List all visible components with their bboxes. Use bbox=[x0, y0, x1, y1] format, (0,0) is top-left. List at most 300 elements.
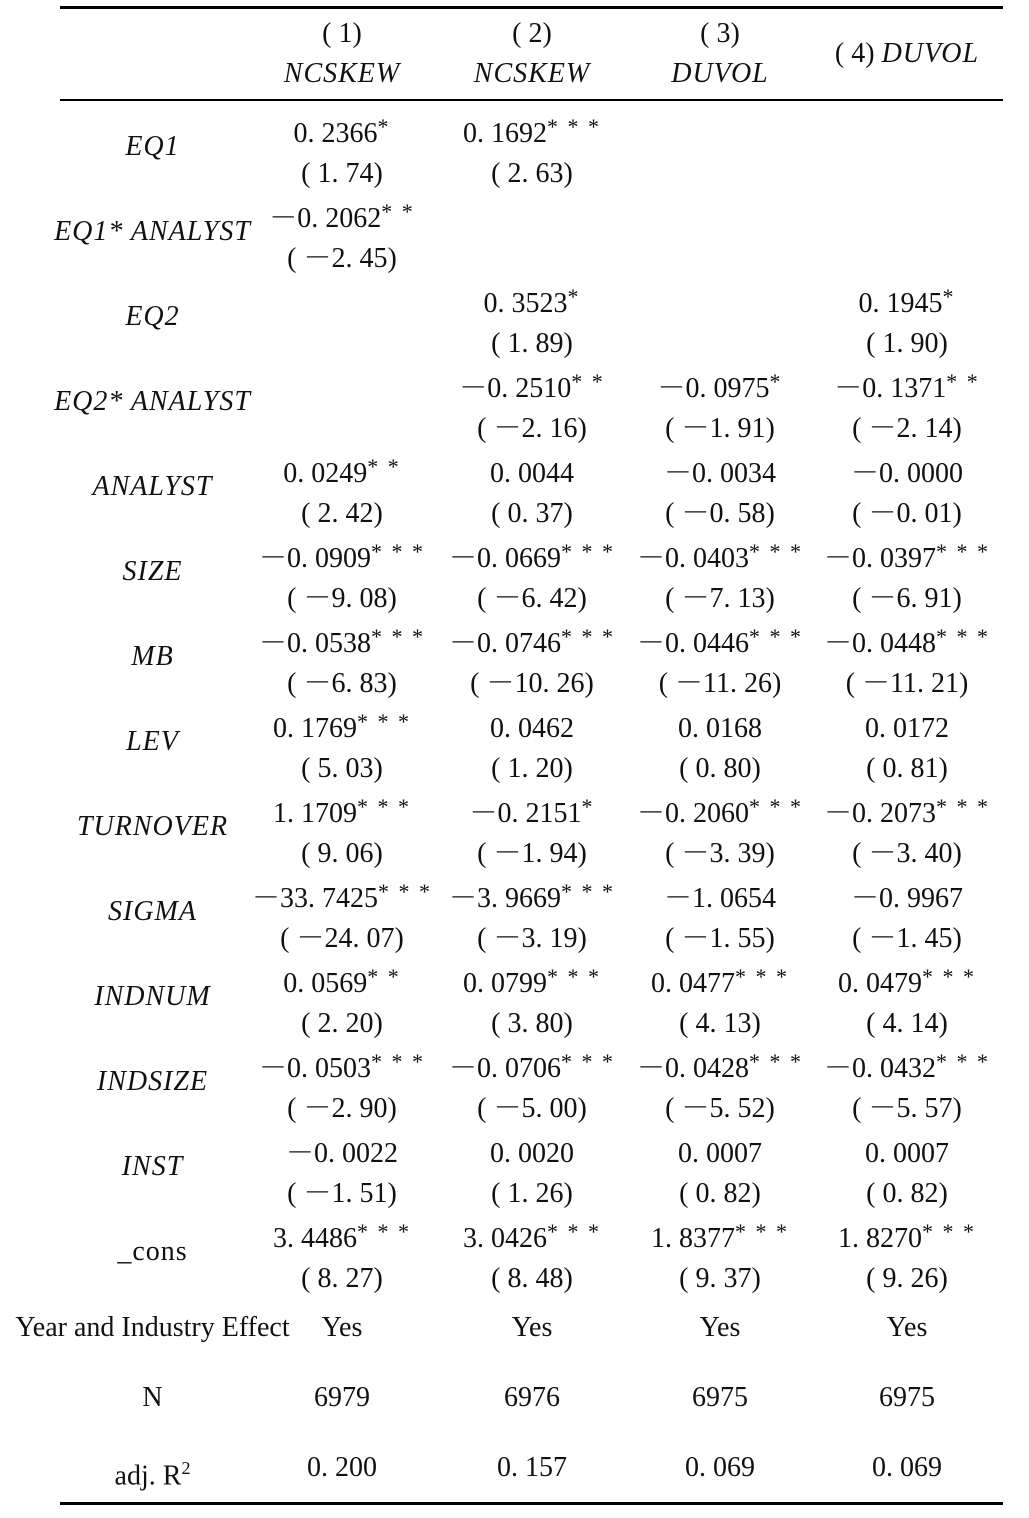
significance-stars: * bbox=[567, 284, 581, 309]
coefficient-value: －33. 7425 bbox=[251, 883, 378, 914]
coefficient-value: 3. 4486 bbox=[273, 1223, 357, 1254]
coefficient bbox=[437, 617, 627, 664]
coefficient-value: 0. 1945 bbox=[858, 288, 943, 319]
coefficient-value: －0. 0538 bbox=[258, 628, 371, 659]
t-statistic: ( 1. 90) bbox=[866, 328, 948, 359]
coefficient-value: 0. 0249 bbox=[283, 458, 368, 489]
t-statistic: ( 2. 63) bbox=[491, 158, 573, 189]
significance-stars: * * * bbox=[371, 624, 425, 649]
coefficient bbox=[247, 362, 437, 402]
coefficient bbox=[437, 362, 627, 409]
coefficient-value: 0. 0172 bbox=[865, 713, 949, 744]
table-cell bbox=[247, 957, 437, 1044]
column-header-3 bbox=[625, 14, 815, 94]
coefficient bbox=[437, 957, 627, 1004]
coefficient-value: 3. 0426 bbox=[463, 1223, 547, 1254]
table-cell: 0. 200 bbox=[307, 1452, 377, 1483]
table-row bbox=[0, 614, 1029, 699]
coefficient bbox=[625, 1212, 815, 1259]
coefficient bbox=[247, 787, 437, 834]
significance-stars: * bbox=[942, 284, 956, 309]
coefficient bbox=[247, 702, 437, 749]
table-cell bbox=[625, 1042, 815, 1129]
row-label: EQ1* ANALYST bbox=[54, 216, 251, 247]
column-header-2 bbox=[437, 14, 627, 94]
table-cell bbox=[812, 617, 1002, 704]
coefficient bbox=[437, 872, 627, 919]
significance-stars: * * * bbox=[936, 624, 990, 649]
table-cell bbox=[812, 1127, 1002, 1214]
t-statistic: ( －24. 07) bbox=[280, 923, 404, 954]
table-cell bbox=[437, 107, 627, 194]
coefficient bbox=[247, 617, 437, 664]
coefficient-value: －0. 0000 bbox=[850, 458, 963, 489]
t-statistic: ( －2. 90) bbox=[287, 1093, 397, 1124]
table-cell bbox=[812, 447, 1002, 534]
coefficient bbox=[437, 1042, 627, 1089]
t-statistic: ( 2. 20) bbox=[301, 1008, 383, 1039]
coefficient bbox=[625, 362, 815, 409]
t-statistic: ( －5. 00) bbox=[477, 1093, 587, 1124]
t-statistic: ( 9. 37) bbox=[679, 1263, 761, 1294]
coefficient-value: －0. 2151 bbox=[469, 798, 582, 829]
significance-stars: * * bbox=[367, 964, 401, 989]
t-statistic: ( －6. 91) bbox=[852, 583, 962, 614]
t-statistic: ( －5. 57) bbox=[852, 1093, 962, 1124]
table-cell bbox=[247, 362, 437, 442]
table-cell bbox=[247, 532, 437, 619]
table-cell bbox=[812, 872, 1002, 959]
table-cell bbox=[625, 787, 815, 874]
t-statistic: ( －1. 55) bbox=[665, 923, 775, 954]
coefficient bbox=[625, 107, 815, 147]
coefficient-value: －1. 0654 bbox=[663, 883, 776, 914]
table-cell: 0. 069 bbox=[685, 1452, 755, 1483]
coefficient bbox=[247, 957, 437, 1004]
t-statistic: ( 0. 82) bbox=[679, 1178, 761, 1209]
t-statistic bbox=[625, 317, 815, 357]
row-label: SIZE bbox=[122, 556, 183, 587]
coefficient-value: －0. 2510 bbox=[459, 373, 572, 404]
table-cell bbox=[247, 1127, 437, 1214]
significance-stars: * * bbox=[946, 369, 980, 394]
coefficient bbox=[437, 447, 627, 494]
table-cell bbox=[437, 617, 627, 704]
t-statistic: ( －5. 52) bbox=[665, 1093, 775, 1124]
table-cell: Yes bbox=[511, 1312, 553, 1343]
t-statistic bbox=[625, 232, 815, 272]
table-row bbox=[0, 1039, 1029, 1124]
coefficient-value: 0. 0569 bbox=[283, 968, 368, 999]
table-cell bbox=[812, 1042, 1002, 1129]
table-cell bbox=[247, 702, 437, 789]
coefficient bbox=[812, 107, 1002, 147]
significance-stars: * bbox=[769, 369, 783, 394]
table-cell bbox=[812, 277, 1002, 364]
table-cell bbox=[247, 1042, 437, 1129]
t-statistic: ( －3. 40) bbox=[852, 838, 962, 869]
t-statistic: ( －0. 01) bbox=[852, 498, 962, 529]
significance-stars: * * bbox=[381, 199, 415, 224]
coefficient-value: －0. 0448 bbox=[823, 628, 936, 659]
row-label: TURNOVER bbox=[76, 811, 229, 842]
coefficient-value: 0. 1692 bbox=[463, 118, 547, 149]
table-cell bbox=[625, 1127, 815, 1214]
table-row bbox=[0, 1124, 1029, 1209]
coefficient bbox=[812, 1127, 1002, 1174]
significance-stars: * * * bbox=[547, 964, 601, 989]
coefficient bbox=[625, 1127, 815, 1174]
table-row bbox=[0, 189, 1029, 274]
coefficient-value: －0. 0403 bbox=[636, 543, 749, 574]
r2-superscript: 2 bbox=[181, 1458, 191, 1478]
table-cell bbox=[437, 277, 627, 364]
table-cell: 6979 bbox=[314, 1382, 370, 1413]
table-row bbox=[0, 784, 1029, 869]
table-cell bbox=[247, 1212, 437, 1299]
coefficient bbox=[247, 277, 437, 317]
coefficient bbox=[437, 1212, 627, 1259]
table-cell bbox=[625, 362, 815, 449]
coefficient bbox=[812, 702, 1002, 749]
table-cell bbox=[812, 107, 1002, 187]
significance-stars: * * * bbox=[922, 964, 976, 989]
table-cell bbox=[812, 192, 1002, 272]
significance-stars: * bbox=[377, 114, 391, 139]
t-statistic: ( 5. 03) bbox=[301, 753, 383, 784]
table-cell bbox=[625, 702, 815, 789]
coefficient-value: 0. 0799 bbox=[463, 968, 547, 999]
table-cell bbox=[812, 532, 1002, 619]
coefficient-value: －0. 0503 bbox=[258, 1053, 371, 1084]
table-cell bbox=[437, 1042, 627, 1129]
column-variable: NCSKEW bbox=[473, 58, 591, 89]
coefficient-value: 1. 1709 bbox=[273, 798, 357, 829]
t-statistic: ( 4. 14) bbox=[866, 1008, 948, 1039]
table-cell bbox=[247, 787, 437, 874]
t-statistic: ( －6. 42) bbox=[477, 583, 587, 614]
coefficient bbox=[812, 362, 1002, 409]
table-row bbox=[0, 274, 1029, 359]
t-statistic bbox=[625, 147, 815, 187]
table-header-rule bbox=[60, 99, 1003, 101]
t-statistic: ( －3. 39) bbox=[665, 838, 775, 869]
table-cell: 6976 bbox=[504, 1382, 560, 1413]
row-label: EQ2* ANALYST bbox=[54, 386, 251, 417]
significance-stars: * * * bbox=[749, 794, 803, 819]
table-cell bbox=[625, 107, 815, 187]
coefficient-value: 0. 0007 bbox=[865, 1138, 949, 1169]
row-label: LEV bbox=[126, 726, 179, 757]
column-header-1 bbox=[247, 14, 437, 94]
table-cell: 6975 bbox=[692, 1382, 748, 1413]
coefficient bbox=[812, 787, 1002, 834]
t-statistic: ( －3. 19) bbox=[477, 923, 587, 954]
table-row bbox=[0, 444, 1029, 529]
coefficient-value: －0. 0432 bbox=[823, 1053, 936, 1084]
significance-stars: * * * bbox=[357, 794, 411, 819]
coefficient-value: －0. 0975 bbox=[657, 373, 770, 404]
coefficient-value: －0. 0669 bbox=[448, 543, 561, 574]
coefficient bbox=[437, 787, 627, 834]
table-row bbox=[0, 954, 1029, 1039]
coefficient bbox=[247, 532, 437, 579]
t-statistic: ( －1. 51) bbox=[287, 1178, 397, 1209]
t-statistic: ( 8. 48) bbox=[491, 1263, 573, 1294]
coefficient bbox=[625, 872, 815, 919]
coefficient-value: －0. 1371 bbox=[834, 373, 947, 404]
table-cell bbox=[437, 192, 627, 272]
coefficient-value: 0. 0479 bbox=[838, 968, 922, 999]
table-cell bbox=[247, 107, 437, 194]
coefficient bbox=[812, 1212, 1002, 1259]
coefficient-value: 0. 0044 bbox=[490, 458, 574, 489]
significance-stars: * * * bbox=[936, 1049, 990, 1074]
coefficient bbox=[625, 702, 815, 749]
column-number: ( 3) bbox=[700, 18, 740, 49]
table-row bbox=[0, 699, 1029, 784]
significance-stars: * * * bbox=[547, 1219, 601, 1244]
significance-stars: * * * bbox=[749, 1049, 803, 1074]
table-cell bbox=[437, 1212, 627, 1299]
table-row-effects bbox=[0, 1298, 1029, 1358]
table-cell bbox=[437, 532, 627, 619]
coefficient bbox=[247, 1042, 437, 1089]
coefficient-value: 0. 2366 bbox=[293, 118, 378, 149]
t-statistic: ( 0. 37) bbox=[491, 498, 573, 529]
table-cell: 0. 069 bbox=[872, 1452, 942, 1483]
table-cell bbox=[437, 447, 627, 534]
t-statistic: ( 1. 26) bbox=[491, 1178, 573, 1209]
coefficient bbox=[247, 1212, 437, 1259]
coefficient bbox=[625, 957, 815, 1004]
t-statistic: ( 1. 20) bbox=[491, 753, 573, 784]
row-label: EQ2 bbox=[125, 301, 180, 332]
table-cell bbox=[625, 872, 815, 959]
coefficient-value: 0. 0477 bbox=[651, 968, 735, 999]
row-label: Year and Industry Effect bbox=[15, 1312, 290, 1343]
row-label: ANALYST bbox=[92, 471, 213, 502]
coefficient-value: －0. 0446 bbox=[636, 628, 749, 659]
t-statistic bbox=[437, 232, 627, 272]
coefficient bbox=[437, 277, 627, 324]
t-statistic: ( －9. 08) bbox=[287, 583, 397, 614]
table-cell bbox=[247, 447, 437, 534]
t-statistic: ( 0. 82) bbox=[866, 1178, 948, 1209]
table-row bbox=[0, 359, 1029, 444]
t-statistic bbox=[812, 232, 1002, 272]
t-statistic: ( 8. 27) bbox=[301, 1263, 383, 1294]
table-row-adj-r2 bbox=[0, 1438, 1029, 1498]
coefficient-value: 0. 0007 bbox=[678, 1138, 762, 1169]
row-label: INDNUM bbox=[94, 981, 211, 1012]
significance-stars: * * * bbox=[936, 794, 990, 819]
significance-stars: * * * bbox=[749, 539, 803, 564]
coefficient bbox=[812, 957, 1002, 1004]
table-row bbox=[0, 869, 1029, 954]
t-statistic: ( －1. 94) bbox=[477, 838, 587, 869]
r2-label-text: adj. R bbox=[114, 1460, 182, 1492]
coefficient-value: －0. 2073 bbox=[823, 798, 936, 829]
table-cell bbox=[247, 872, 437, 959]
table-cell bbox=[437, 362, 627, 449]
significance-stars: * * * bbox=[371, 1049, 425, 1074]
row-label: EQ1 bbox=[125, 131, 180, 162]
column-number: ( 2) bbox=[512, 18, 552, 49]
t-statistic: ( 0. 80) bbox=[679, 753, 761, 784]
coefficient bbox=[812, 617, 1002, 664]
t-statistic: ( －7. 13) bbox=[665, 583, 775, 614]
t-statistic: ( 9. 26) bbox=[866, 1263, 948, 1294]
row-label: N bbox=[142, 1382, 163, 1413]
significance-stars: * * * bbox=[547, 114, 601, 139]
significance-stars: * * bbox=[367, 454, 401, 479]
table-cell bbox=[247, 277, 437, 357]
row-label: INDSIZE bbox=[96, 1066, 209, 1097]
coefficient-value: 0. 0020 bbox=[490, 1138, 574, 1169]
column-header-4 bbox=[812, 34, 1002, 74]
table-row-n bbox=[0, 1368, 1029, 1428]
coefficient-value: －0. 9967 bbox=[850, 883, 963, 914]
table-cell bbox=[625, 532, 815, 619]
significance-stars: * * * bbox=[357, 709, 411, 734]
coefficient bbox=[625, 617, 815, 664]
coefficient bbox=[625, 532, 815, 579]
table-cell bbox=[812, 1212, 1002, 1299]
table-row bbox=[0, 104, 1029, 189]
table-cell: Yes bbox=[699, 1312, 741, 1343]
coefficient bbox=[625, 1042, 815, 1089]
coefficient bbox=[812, 532, 1002, 579]
coefficient bbox=[247, 107, 437, 154]
coefficient-value: 0. 1769 bbox=[273, 713, 357, 744]
coefficient bbox=[247, 1127, 437, 1174]
table-cell bbox=[625, 1212, 815, 1299]
table-cell bbox=[437, 957, 627, 1044]
t-statistic: ( 2. 42) bbox=[301, 498, 383, 529]
t-statistic: ( 1. 74) bbox=[301, 158, 383, 189]
table-cell bbox=[625, 957, 815, 1044]
row-label: SIGMA bbox=[108, 896, 197, 927]
row-label: _cons bbox=[117, 1236, 188, 1267]
t-statistic: ( －11. 26) bbox=[658, 668, 782, 699]
coefficient bbox=[437, 702, 627, 749]
column-variable: DUVOL bbox=[881, 38, 980, 69]
coefficient-value: 0. 0168 bbox=[678, 713, 762, 744]
coefficient-value: －0. 0706 bbox=[448, 1053, 561, 1084]
coefficient bbox=[625, 787, 815, 834]
significance-stars: * * * bbox=[357, 1219, 411, 1244]
table-cell bbox=[625, 277, 815, 357]
table-cell: 6975 bbox=[879, 1382, 935, 1413]
t-statistic: ( －10. 26) bbox=[470, 668, 594, 699]
t-statistic: ( －0. 58) bbox=[665, 498, 775, 529]
coefficient bbox=[437, 192, 627, 232]
column-number: ( 1) bbox=[322, 18, 362, 49]
table-cell bbox=[247, 617, 437, 704]
coefficient bbox=[437, 532, 627, 579]
table-cell bbox=[625, 617, 815, 704]
coefficient-value: －0. 0746 bbox=[448, 628, 561, 659]
significance-stars: * * * bbox=[561, 624, 615, 649]
table-cell bbox=[437, 702, 627, 789]
table-cell: 0. 157 bbox=[497, 1452, 567, 1483]
t-statistic: ( －2. 16) bbox=[477, 413, 587, 444]
table-cell bbox=[437, 787, 627, 874]
column-variable: NCSKEW bbox=[283, 58, 401, 89]
t-statistic: ( 3. 80) bbox=[491, 1008, 573, 1039]
t-statistic bbox=[812, 147, 1002, 187]
table-cell bbox=[625, 192, 815, 272]
row-label: INST bbox=[121, 1151, 184, 1182]
coefficient-value: 0. 0462 bbox=[490, 713, 574, 744]
coefficient bbox=[812, 1042, 1002, 1089]
coefficient bbox=[437, 107, 627, 154]
table-cell bbox=[247, 192, 437, 279]
table-cell bbox=[812, 957, 1002, 1044]
t-statistic bbox=[247, 402, 437, 442]
table-top-rule bbox=[60, 6, 1003, 9]
coefficient-value: －3. 9669 bbox=[448, 883, 561, 914]
coefficient-value: 1. 8377 bbox=[651, 1223, 735, 1254]
coefficient-value: 0. 3523 bbox=[483, 288, 568, 319]
t-statistic: ( －11. 21) bbox=[845, 668, 969, 699]
coefficient bbox=[812, 277, 1002, 324]
row-label: MB bbox=[131, 641, 174, 672]
table-row bbox=[0, 529, 1029, 614]
table-cell bbox=[437, 1127, 627, 1214]
significance-stars: * bbox=[581, 794, 595, 819]
table-cell: Yes bbox=[321, 1312, 363, 1343]
significance-stars: * * * bbox=[561, 539, 615, 564]
significance-stars: * * * bbox=[936, 539, 990, 564]
coefficient bbox=[625, 277, 815, 317]
table-row bbox=[0, 1209, 1029, 1294]
column-variable: DUVOL bbox=[671, 58, 769, 89]
significance-stars: * * * bbox=[561, 1049, 615, 1074]
coefficient-value: －0. 0428 bbox=[636, 1053, 749, 1084]
significance-stars: * * * bbox=[561, 879, 615, 904]
significance-stars: * * * bbox=[735, 964, 789, 989]
coefficient bbox=[625, 192, 815, 232]
coefficient bbox=[247, 192, 437, 239]
significance-stars: * * bbox=[571, 369, 605, 394]
t-statistic: ( －1. 91) bbox=[665, 413, 775, 444]
coefficient bbox=[247, 447, 437, 494]
significance-stars: * * * bbox=[371, 539, 425, 564]
t-statistic: ( 1. 89) bbox=[491, 328, 573, 359]
significance-stars: * * * bbox=[749, 624, 803, 649]
coefficient bbox=[625, 447, 815, 494]
coefficient-value: －0. 2062 bbox=[269, 203, 382, 234]
table-cell bbox=[812, 362, 1002, 449]
coefficient-value: －0. 0034 bbox=[663, 458, 776, 489]
t-statistic: ( －1. 45) bbox=[852, 923, 962, 954]
coefficient bbox=[437, 1127, 627, 1174]
significance-stars: * * * bbox=[735, 1219, 789, 1244]
coefficient-value: －0. 2060 bbox=[636, 798, 749, 829]
table-cell: Yes bbox=[886, 1312, 928, 1343]
coefficient-value: 1. 8270 bbox=[838, 1223, 922, 1254]
t-statistic: ( －2. 14) bbox=[852, 413, 962, 444]
coefficient-value: －0. 0022 bbox=[285, 1138, 398, 1169]
coefficient bbox=[812, 447, 1002, 494]
table-cell bbox=[812, 702, 1002, 789]
coefficient-value: －0. 0397 bbox=[823, 543, 936, 574]
coefficient bbox=[812, 192, 1002, 232]
t-statistic: ( 4. 13) bbox=[679, 1008, 761, 1039]
t-statistic: ( －2. 45) bbox=[287, 243, 397, 274]
